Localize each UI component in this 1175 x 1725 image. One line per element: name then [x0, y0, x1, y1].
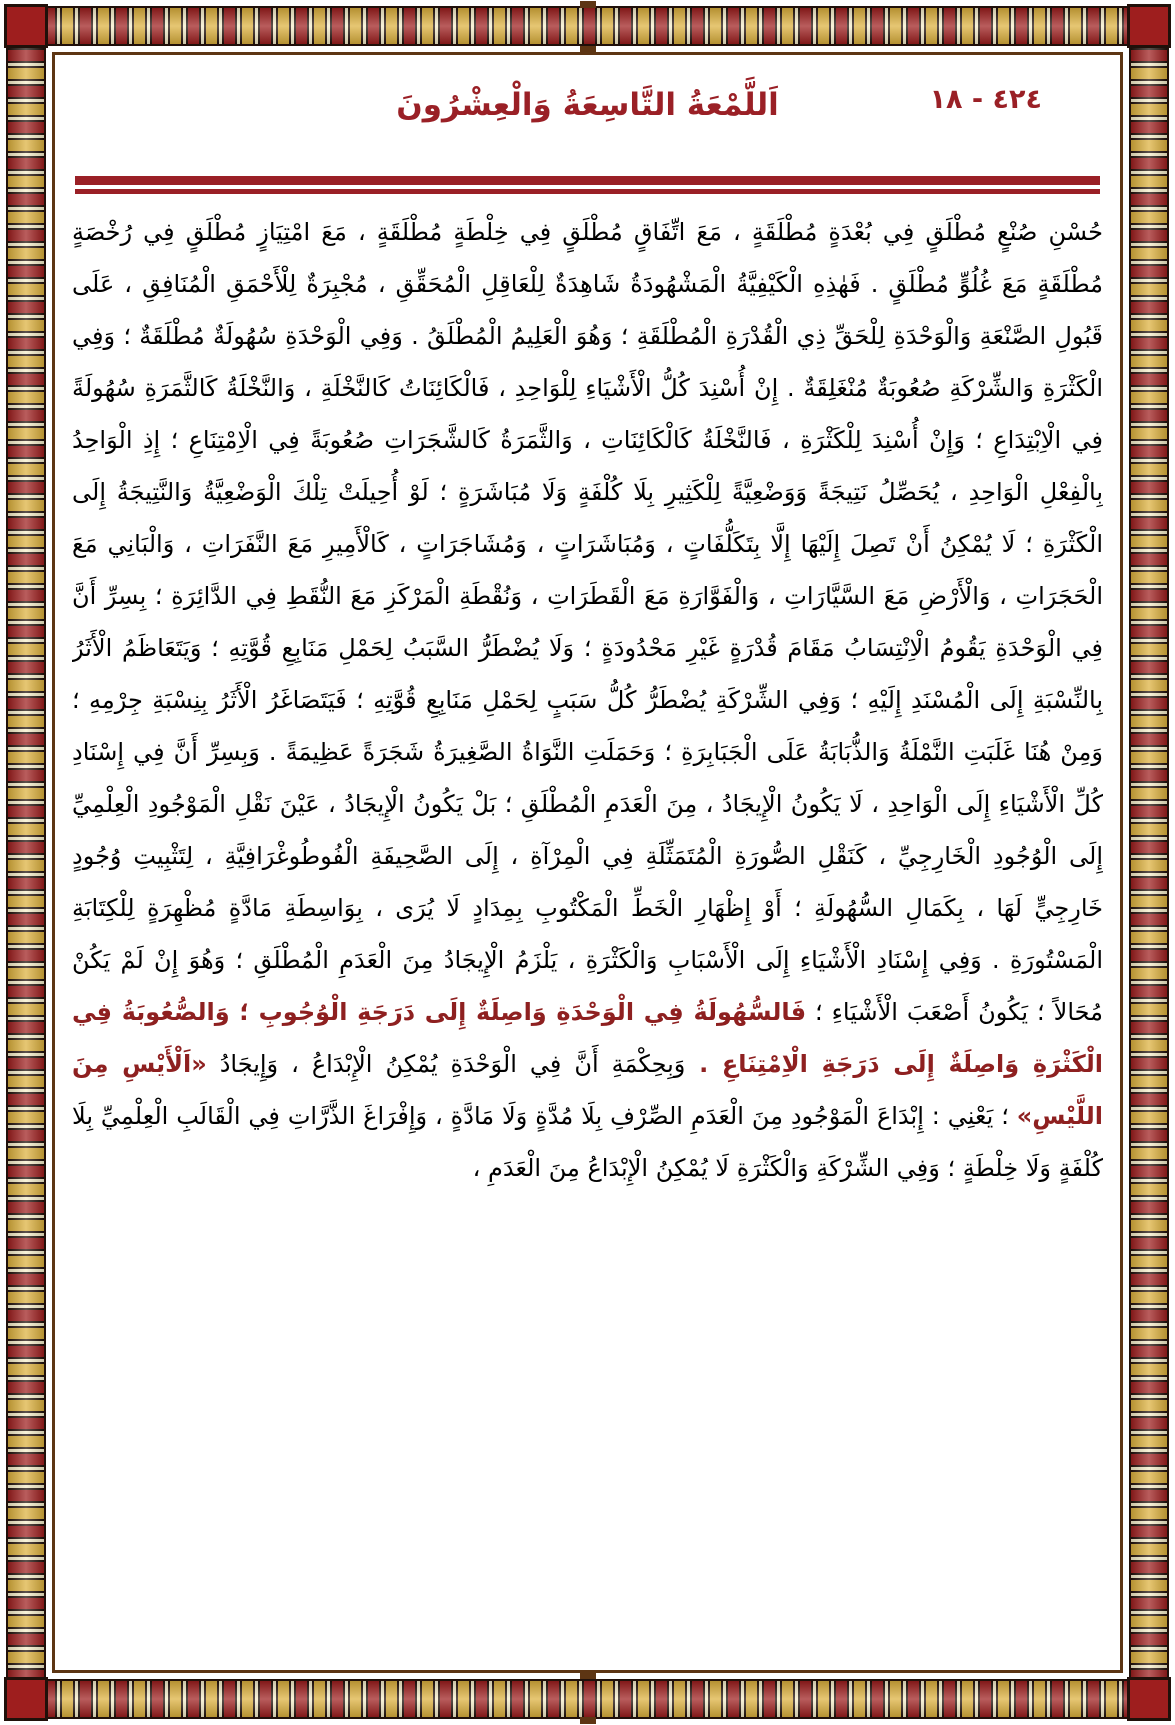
- page-header: [75, 76, 1100, 134]
- border-center-ornament: [580, 1717, 596, 1724]
- ornamental-border-right: [1129, 6, 1169, 1719]
- text-segment-normal: وَبِحِكْمَةِ أَنَّ فِي الْوَحْدَةِ يُمْكِنُ الْإِبْدَاعُ ، وَإِيجَادُ: [206, 1050, 686, 1078]
- divider-thin-line: [75, 189, 1100, 194]
- border-corner-top-left: [4, 4, 48, 48]
- text-segment-highlight: «اَلْأَيْسِ مِنَ اللَّيْسِ»: [72, 1050, 1103, 1130]
- border-corner-top-right: [1127, 4, 1171, 48]
- border-center-ornament: [580, 1, 596, 8]
- ornamental-border-top: [6, 6, 1169, 46]
- ornamental-border-bottom: [6, 1679, 1169, 1719]
- body-text: [72, 206, 1103, 1677]
- border-center-ornament: [580, 46, 596, 53]
- border-corner-bottom-left: [4, 1677, 48, 1721]
- page-number: ٤٢٤ - ١٨: [929, 84, 1042, 115]
- divider-thick-line: [75, 176, 1100, 185]
- text-segment-highlight: فَالسُّهُولَةُ فِي الْوَحْدَةِ وَاصِلَةٌ إِلَى دَرَجَةِ الْوُجُوبِ ؛ وَالصُّعُوبَةُ فِي الْكَثْرَةِ وَاصِلَةٌ إِلَى دَرَجَةِ الْاِمْتِنَاعِ .: [72, 998, 1103, 1078]
- header-divider: [75, 176, 1100, 194]
- page-title: اَللَّمْعَةُ التَّاسِعَةُ وَالْعِشْرُونَ: [396, 87, 779, 123]
- text-segment-normal: حُسْنِ صُنْعٍ مُطْلَقٍ فِي بُعْدَةٍ مُطْلَقَةٍ ، مَعَ اتِّفَاقٍ مُطْلَقٍ فِي خِلْطَةٍ مُطْلَقَةٍ ، مَعَ امْتِيَازٍ مُطْلَقٍ فِي رُخْصَةٍ مُطْلَقَةٍ مَعَ غُلُوٍّ مُطْلَقٍ . فَهٰذِهِ الْكَيْفِيَّةُ الْمَشْهُودَةُ شَاهِدَةٌ لِلْعَاقِلِ الْمُحَقِّقِ ، مُجْبِرَةٌ لِلْأَحْمَقِ الْمُنَافِقِ ، عَلَى قَبُولِ الصَّنْعَةِ وَالْوَحْدَةِ لِلْحَقِّ ذِي الْقُدْرَةِ الْمُطْلَقَةِ ؛ وَهُوَ الْعَلِيمُ الْمُطْلَقُ . وَفِي الْوَحْدَةِ سُهُولَةٌ مُطْلَقَةٌ ؛ وَفِي الْكَثْرَةِ وَالشِّرْكَةِ صُعُوبَةٌ مُنْغَلِقَةٌ . إِنْ أُسْنِدَ كُلُّ الْأَشْيَاءِ لِلْوَاحِدِ ، فَالْكَائِنَاتُ كَالنَّخْلَةِ ، وَالنَّخْلَةُ كَالثَّمَرَةِ سُهُولَةً فِي الْاِبْتِدَاعِ ؛ وَإِنْ أُسْنِدَ لِلْكَثْرَةِ ، فَالنَّخْلَةُ كَالْكَائِنَاتِ ، وَالثَّمَرَةُ كَالشَّجَرَاتِ صُعُوبَةً فِي الْاِمْتِنَاعِ ؛ إِذِ الْوَاحِدُ بِالْفِعْلِ الْوَاحِدِ ، يُحَصِّلُ نَتِيجَةً وَوَضْعِيَّةً لِلْكَثِيرِ بِلَا كُلْفَةٍ وَلَا مُبَاشَرَةٍ ؛ لَوْ أُحِيلَتْ تِلْكَ الْوَضْعِيَّةُ وَالنَّتِيجَةُ إِلَى الْكَثْرَةِ ؛ لَا يُمْكِنُ أَنْ تَصِلَ إِلَيْهَا إِلَّا بِتَكَلُّفَاتٍ ، وَمُبَاشَرَاتٍ ، وَمُشَاجَرَاتٍ ، كَالْأَمِيرِ مَعَ النَّفَرَاتِ ، وَالْبَانِي مَعَ الْحَجَرَاتِ ، وَالْأَرْضِ مَعَ السَّيَّارَاتِ ، وَالْفَوَّارَةِ مَعَ الْقَطَرَاتِ ، وَنُقْطَةِ الْمَرْكَزِ مَعَ النُّقَطِ فِي الدَّائِرَةِ ؛ بِسِرِّ أَنَّ فِي الْوَحْدَةِ يَقُومُ الْاِنْتِسَابُ مَقَامَ قُدْرَةٍ غَيْرِ مَحْدُودَةٍ ؛ وَلَا يُضْطَرُّ السَّبَبُ لِحَمْلِ مَنَابِعِ قُوَّتِهِ ؛ وَيَتَعَاظَمُ الْأَثَرُ بِالنِّسْبَةِ إِلَى الْمُسْنَدِ إِلَيْهِ ؛ وَفِي الشِّرْكَةِ يُضْطَرُّ كُلُّ سَبَبٍ لِحَمْلِ مَنَابِعِ قُوَّتِهِ ؛ فَيَتَصَاغَرُ الْأَثَرُ بِنِسْبَةِ جِرْمِهِ ؛ وَمِنْ هُنَا غَلَبَتِ النَّمْلَةُ وَالذُّبَابَةُ عَلَى الْجَبَابِرَةِ ؛ وَحَمَلَتِ النَّوَاةُ الصَّغِيرَةُ شَجَرَةً عَظِيمَةً . وَبِسِرِّ أَنَّ فِي إِسْنَادِ كُلِّ الْأَشْيَاءِ إِلَى الْوَاحِدِ ، لَا يَكُونُ الْإِيجَادُ ، مِنَ الْعَدَمِ الْمُطْلَقِ ؛ بَلْ يَكُونُ الْإِيجَادُ ، عَيْنَ نَقْلِ الْمَوْجُودِ الْعِلْمِيِّ إِلَى الْوُجُودِ الْخَارِجِيِّ ، كَنَقْلِ الصُّورَةِ الْمُتَمَثِّلَةِ فِي الْمِرْآةِ ، إِلَى الصَّحِيفَةِ الْفُوطُوغْرَافِيَّةِ ، لِتَثْبِيتِ وُجُودٍ خَارِجِيٍّ لَهَا ، بِكَمَالِ السُّهُولَةِ ؛ أَوْ إِظْهَارِ الْخَطِّ الْمَكْتُوبِ بِمِدَادٍ لَا يُرَى ، بِوَاسِطَةِ مَادَّةٍ مُظْهِرَةٍ لِلْكِتَابَةِ الْمَسْتُورَةِ . وَفِي إِسْنَادِ الْأَشْيَاءِ إِلَى الْأَسْبَابِ وَالْكَثْرَةِ ، يَلْزَمُ الْإِيجَادُ مِنَ الْعَدَمِ الْمُطْلَقِ ؛ وَهُوَ إِنْ لَمْ يَكُنْ مُحَالاً ؛ يَكُونُ أَصْعَبَ الْأَشْيَاءِ ؛: [72, 218, 1103, 1026]
- ornamental-border-left: [6, 6, 46, 1719]
- text-segment-normal: ؛ يَعْنِي : إِبْدَاعَ الْمَوْجُودِ مِنَ الْعَدَمِ الصِّرْفِ بِلَا مُدَّةٍ وَلَا مَادَّةٍ ، وَإِفْرَاغَ الذَّرَّاتِ فِي الْقَالَبِ الْعِلْمِيِّ بِلَا كُلْفَةٍ وَلَا خِلْطَةٍ ؛ وَفِي الشِّرْكَةِ وَالْكَثْرَةِ لَا يُمْكِنُ الْإِبْدَاعُ مِنَ الْعَدَمِ ،: [72, 1102, 1103, 1182]
- border-corner-bottom-right: [1127, 1677, 1171, 1721]
